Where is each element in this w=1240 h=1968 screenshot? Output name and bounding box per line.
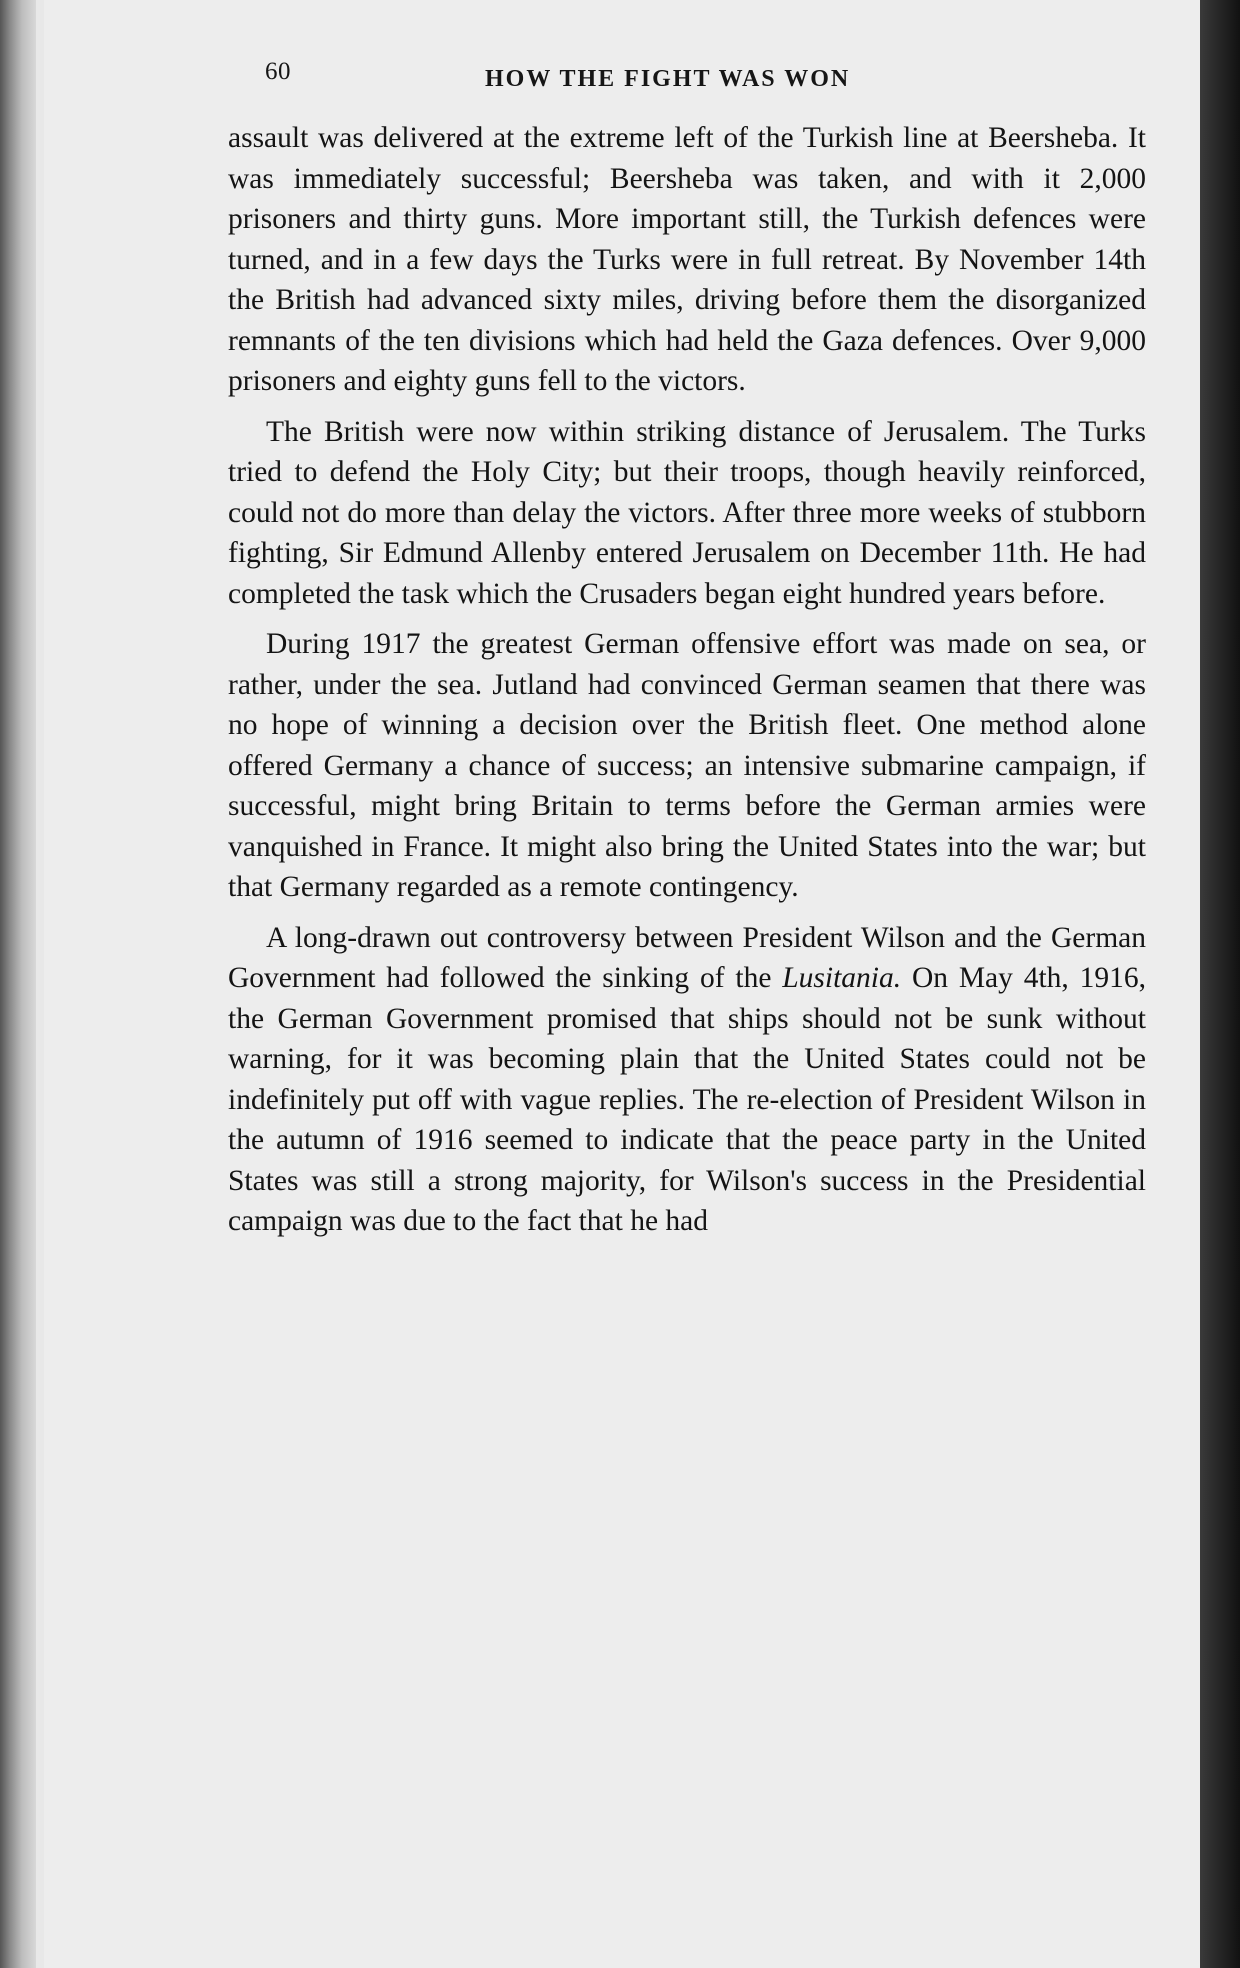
scan-edge-right — [1200, 0, 1240, 1968]
page-header — [255, 58, 1155, 102]
running-title: HOW THE FIGHT WAS WON — [485, 66, 851, 92]
paragraph-4-before: A long-drawn out controversy between President Wilson and the German Government had followed the sinking of the — [228, 921, 1146, 994]
body-text — [228, 118, 1146, 1252]
paragraph-4 — [228, 918, 1146, 1242]
page-number: 60 — [265, 58, 291, 85]
ship-name-italic: Lusitania. — [782, 962, 902, 994]
paragraph-4-after: On May 4th, 1916, the German Government promised that ships should not be sunk without warning, for it was becoming plain that the United States could not be indefinitely put off with vague replies. The re-election of President Wilson in the autumn of 1916 seemed to indicate that the peace party in the United States was still a strong majority, for Wilson's success in the Presidential campaign was due to the fact that he had — [228, 962, 1146, 1237]
paragraph-1: assault was delivered at the extreme left of the Turkish line at Beersheba. It was immediately successful; Beersheba was taken, and with it 2,000 prisoners and thirty guns. More important still, the Turkish defences were turned, and in a few days the Turks were in full retreat. By November 14th the British had advanced sixty miles, driving before them the disorganized remnants of the ten divisions which had held the Gaza defences. Over 9,000 prisoners and eighty guns fell to the victors. — [228, 122, 1146, 397]
paragraph-3: During 1917 the greatest German offensive effort was made on sea, or rather, under the sea. Jutland had convinced German seamen that there was no hope of winning a decision over the British fleet. One method alone offered Germany a chance of success; an intensive submarine campaign, if successful, might bring Britain to terms before the German armies were vanquished in France. It might also bring the United States into the war; but that Germany regarded as a remote contingency. — [228, 628, 1146, 903]
paragraph-2: The British were now within striking distance of Jerusalem. The Turks tried to defend the Holy City; but their troops, though heavily reinforced, could not do more than delay the victors. After three more weeks of stubborn fighting, Sir Edmund Allenby entered Jerusalem on December 11th. He had completed the task which the Crusaders began eight hundred years before. — [228, 415, 1146, 610]
